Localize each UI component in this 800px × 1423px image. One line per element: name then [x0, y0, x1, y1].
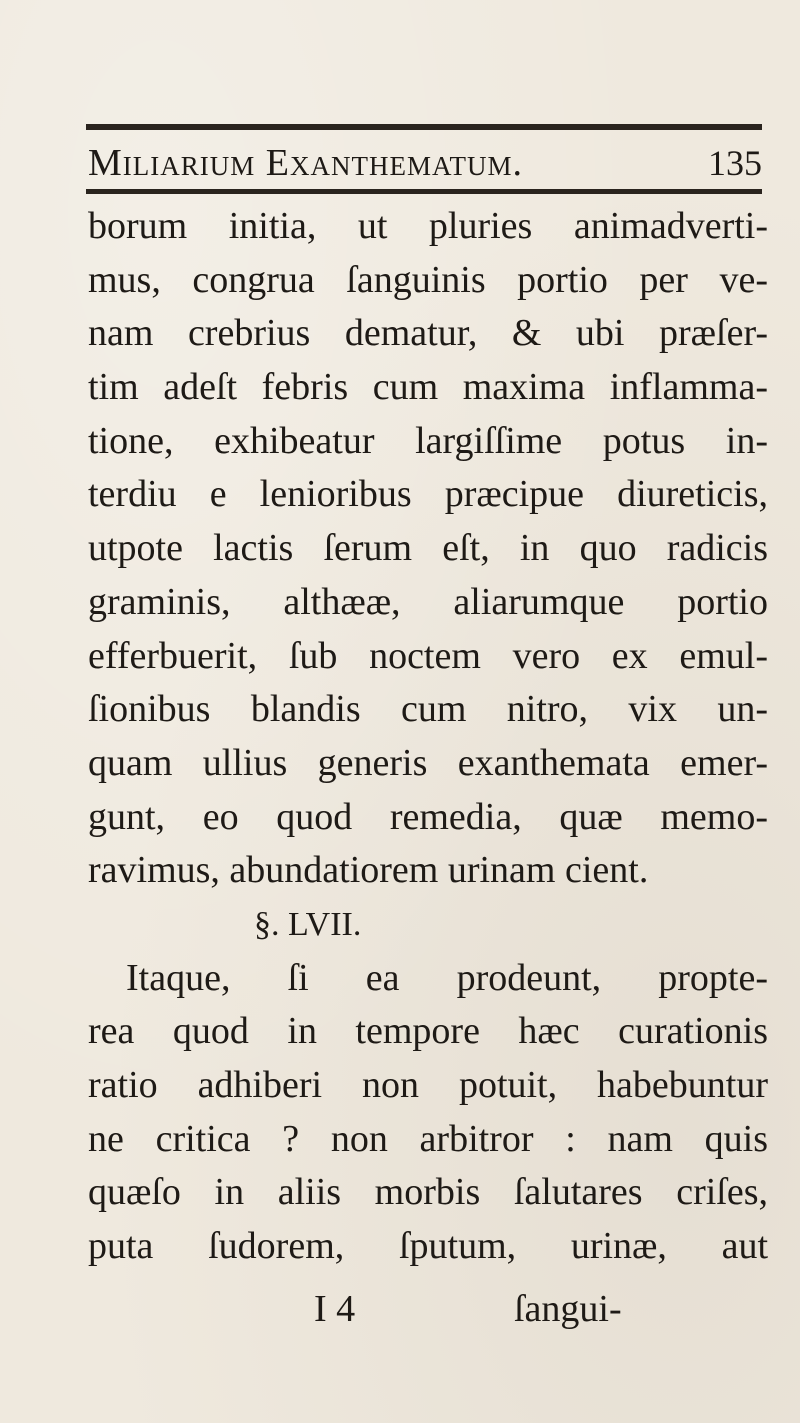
section-heading: §. LVII. — [254, 905, 362, 943]
body-text — [88, 200, 768, 1274]
text-line: ratio adhiberi non potuit, habebuntur — [88, 1064, 768, 1106]
text-line: tim adeſt febris cum maxima inflamma- — [88, 366, 768, 409]
catchword: ſangui- — [514, 1288, 622, 1330]
header-rule-bottom — [86, 189, 762, 194]
text-line: borum initia, ut pluries animadverti- — [88, 205, 768, 247]
text-line: graminis, althææ, aliarumque portio — [88, 580, 768, 623]
running-head — [88, 140, 762, 186]
text-line: rea quod in tempore hæc curationis — [88, 1010, 768, 1053]
text-line: ſionibus blandis cum nitro, vix un- — [88, 688, 768, 731]
text-line: mus, congrua ſanguinis portio per ve- — [88, 258, 768, 301]
header-rule-top — [86, 124, 762, 130]
paragraph-last-line: ravimus, abundatiorem urinam cient. — [88, 849, 649, 892]
signature-mark: I 4 — [314, 1288, 356, 1330]
page-footer — [88, 1282, 768, 1336]
text-line: puta ſudorem, ſputum, urinæ, aut — [88, 1225, 768, 1268]
text-line: tione, exhibeatur largiſſime potus in- — [88, 419, 768, 462]
text-line: ne critica ? non arbitror : nam quis — [88, 1117, 768, 1160]
page-number: 135 — [708, 143, 762, 183]
text-line: nam crebrius dematur, & ubi præſer- — [88, 312, 768, 355]
text-line: terdiu e lenioribus præcipue diureticis, — [88, 473, 768, 516]
text-line: utpote lactis ſerum eſt, in quo radicis — [88, 527, 768, 570]
running-head-title: Miliarium Exanthematum. — [88, 142, 523, 184]
text-line: Itaque, ſi ea prodeunt, propte- — [126, 956, 768, 999]
text-line: quæſo in aliis morbis ſalutares criſes, — [88, 1171, 768, 1214]
text-line: quam ullius generis exanthemata emer- — [88, 741, 768, 784]
text-line: efferbuerit, ſub noctem vero ex emul- — [88, 634, 768, 677]
text-line: gunt, eo quod remedia, quæ memo- — [88, 795, 768, 838]
